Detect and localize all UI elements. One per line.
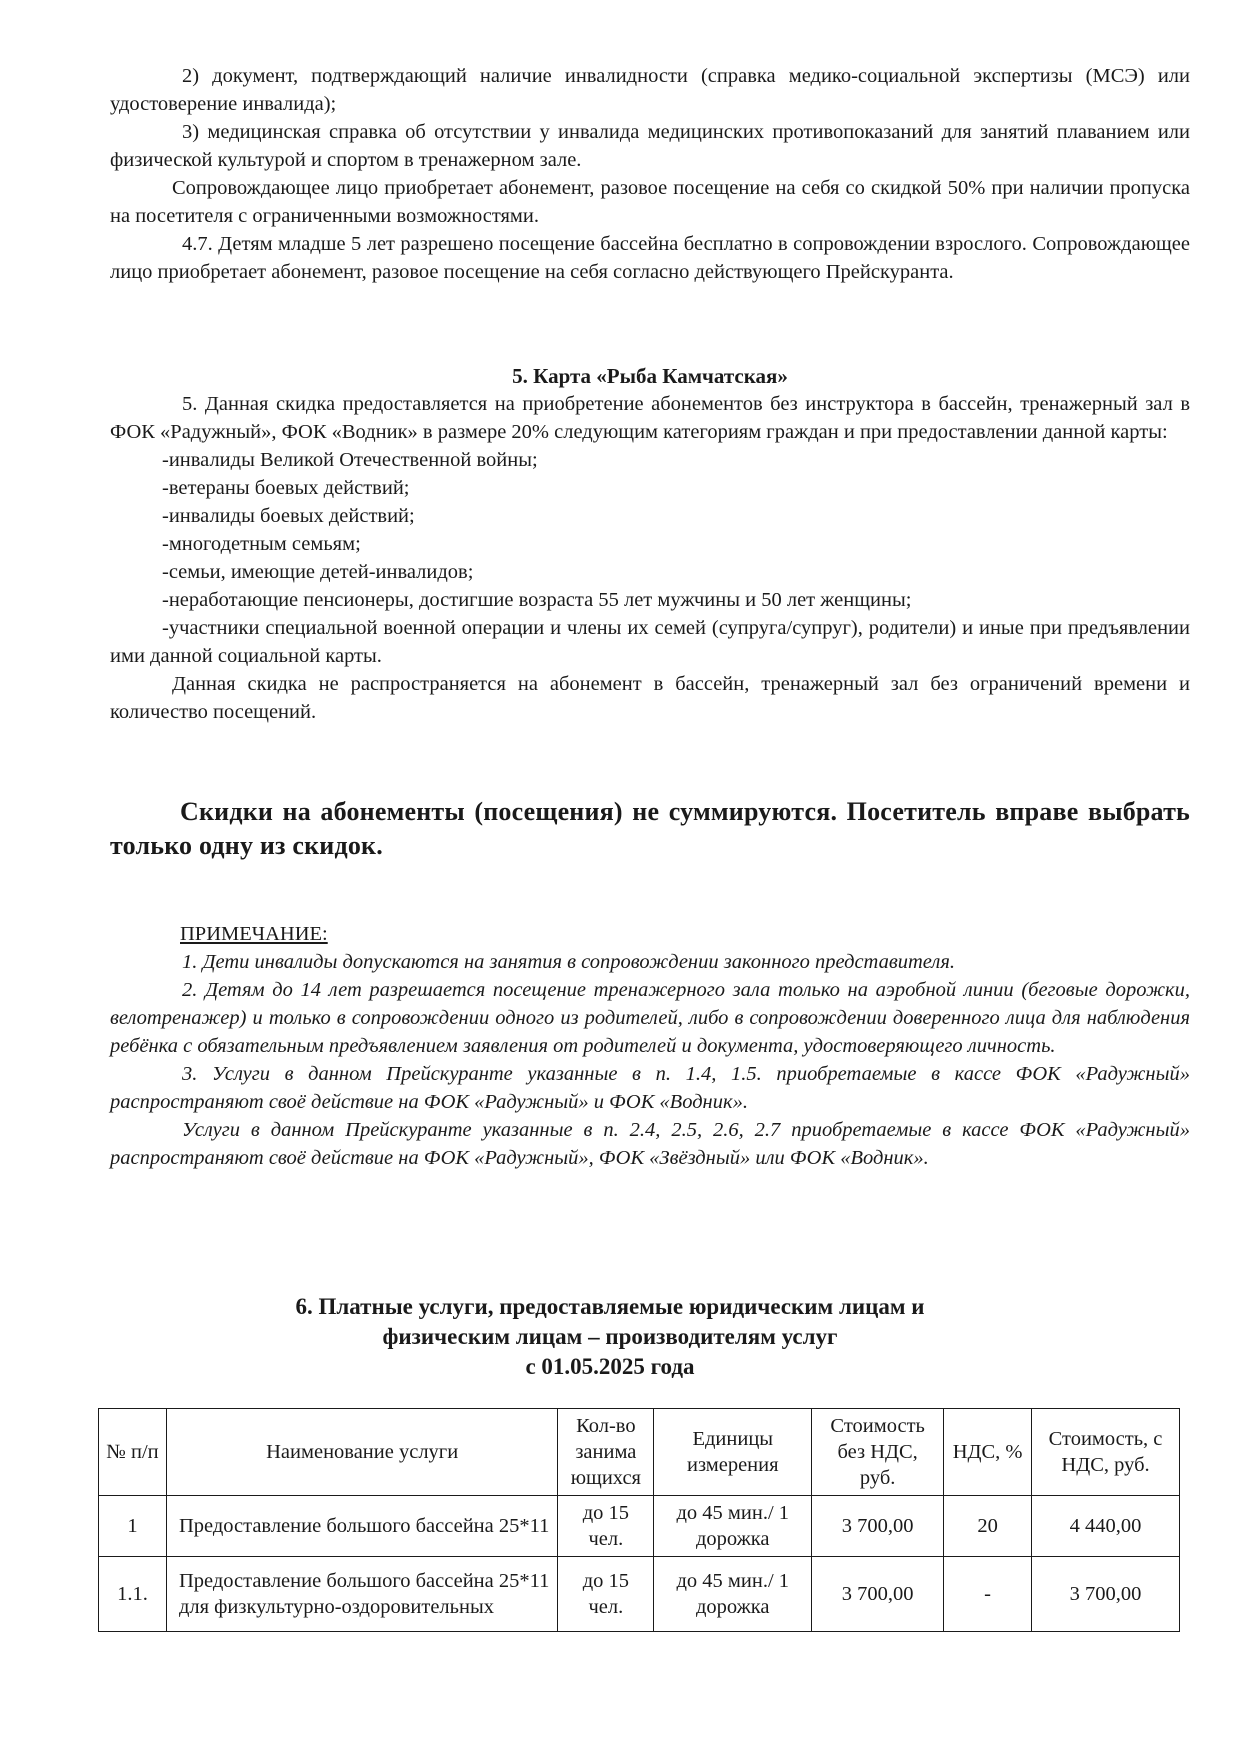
section-6-heading xyxy=(180,1292,1040,1382)
notice-text: Скидки на абонементы (посещения) не суммируются. Посетитель вправе выбрать только одну из скидок. xyxy=(110,797,1190,860)
intro-paragraph: 3) медицинская справка об отсутствии у инвалида медицинских противопоказаний для занятий плаванием или физической культурой и спортом в тренажерном зале. xyxy=(110,121,1190,171)
list-item: -инвалиды боевых действий; xyxy=(162,505,415,527)
intro-paragraph: 4.7. Детям младше 5 лет разрешено посещение бассейна бесплатно в сопровождении взрослого. Сопровождающее лицо приобретает абонемент, разовое посещение на себя согласно действующего Прейскуранта. xyxy=(110,233,1190,283)
note-item: 1. Дети инвалиды допускаются на занятия в сопровождении законного представителя. xyxy=(182,951,955,973)
price-table xyxy=(98,1408,1180,1632)
list-item: -инвалиды Великой Отечественной войны; xyxy=(162,449,538,471)
cell-cost-no-vat: 3 700,00 xyxy=(812,1557,944,1632)
cell-cost-vat: 3 700,00 xyxy=(1032,1557,1180,1632)
cell-count: до 15 чел. xyxy=(558,1496,654,1557)
section-6-title-line: 6. Платные услуги, предоставляемые юридическим лицам и xyxy=(295,1294,925,1319)
cell-cost-no-vat: 3 700,00 xyxy=(812,1496,944,1557)
list-item: -многодетным семьям; xyxy=(162,533,361,555)
intro-paragraph: 2) документ, подтверждающий наличие инвалидности (справка медико-социальной экспертизы (МСЭ) или удостоверение инвалида); xyxy=(110,65,1190,115)
section-5-lead: 5. Данная скидка предоставляется на приобретение абонементов без инструктора в бассейн, тренажерный зал в ФОК «Радужный», ФОК «Водник» в размере 20% следующим категориям граждан и при предоставлении данной карты: xyxy=(110,393,1190,443)
cell-vat: - xyxy=(944,1557,1032,1632)
note-item: Услуги в данном Прейскуранте указанные в п. 2.4, 2.5, 2.6, 2.7 приобретаемые в кассе ФОК «Радужный» распространяют своё действие на ФОК «Радужный», ФОК «Звёздный» или ФОК «Водник». xyxy=(110,1119,1190,1169)
col-header-num: № п/п xyxy=(99,1409,167,1496)
discount-notice xyxy=(110,795,1190,863)
table-row xyxy=(99,1496,1180,1557)
col-header-cost-no-vat: Стоимость без НДС, руб. xyxy=(812,1409,944,1496)
cell-count: до 15 чел. xyxy=(558,1557,654,1632)
list-item: -неработающие пенсионеры, достигшие возраста 55 лет мужчины и 50 лет женщины; xyxy=(162,589,912,611)
note-item: 3. Услуги в данном Прейскуранте указанные в п. 1.4, 1.5. приобретаемые в кассе ФОК «Радужный» распространяют своё действие на ФОК «Радужный» и ФОК «Водник». xyxy=(110,1063,1190,1113)
list-item: -ветераны боевых действий; xyxy=(162,477,410,499)
note-section xyxy=(110,920,1190,1172)
section-6-title-line: с 01.05.2025 года xyxy=(525,1354,695,1379)
cell-cost-vat: 4 440,00 xyxy=(1032,1496,1180,1557)
col-header-count: Кол-во занима ющихся xyxy=(558,1409,654,1496)
note-title: ПРИМЕЧАНИЕ: xyxy=(180,923,328,945)
cell-unit: до 45 мин./ 1 дорожка xyxy=(654,1496,812,1557)
col-header-unit: Единицы измерения xyxy=(654,1409,812,1496)
note-item: 2. Детям до 14 лет разрешается посещение тренажерного зала только на аэробной линии (беговые дорожки, велотренажер) и только в сопровождении одного из родителей, либо в сопровождении доверенного лица для наблюдения ребёнка с обязательным предъявлением заявления от родителей и документа, удостоверяющего личность. xyxy=(110,979,1190,1057)
cell-vat: 20 xyxy=(944,1496,1032,1557)
section-6-title-line: физическим лицам – производителям услуг xyxy=(382,1324,838,1349)
col-header-vat: НДС, % xyxy=(944,1409,1032,1496)
section-5 xyxy=(110,362,1190,726)
col-header-name: Наименование услуги xyxy=(166,1409,557,1496)
cell-name: Предоставление большого бассейна 25*11 для физкультурно-оздоровительных xyxy=(166,1557,557,1632)
cell-unit: до 45 мин./ 1 дорожка xyxy=(654,1557,812,1632)
section-5-title: 5. Карта «Рыба Камчатская» xyxy=(512,364,788,388)
cell-num: 1 xyxy=(99,1496,167,1557)
col-header-cost-vat: Стоимость, с НДС, руб. xyxy=(1032,1409,1180,1496)
intro-paragraph: Сопровождающее лицо приобретает абонемент, разовое посещение на себя со скидкой 50% при наличии пропуска на посетителя с ограниченными возможностями. xyxy=(110,177,1190,227)
cell-num: 1.1. xyxy=(99,1557,167,1632)
intro-section xyxy=(110,62,1190,286)
cell-name: Предоставление большого бассейна 25*11 xyxy=(166,1496,557,1557)
table-header-row xyxy=(99,1409,1180,1496)
list-item: -участники специальной военной операции и члены их семей (супруга/супруг), родители) и иные при предъявлении ими данной социальной карты. xyxy=(110,617,1190,667)
section-5-exclusion: Данная скидка не распространяется на абонемент в бассейн, тренажерный зал без ограничений времени и количество посещений. xyxy=(110,673,1190,723)
list-item: -семьи, имеющие детей-инвалидов; xyxy=(162,561,474,583)
table-row xyxy=(99,1557,1180,1632)
